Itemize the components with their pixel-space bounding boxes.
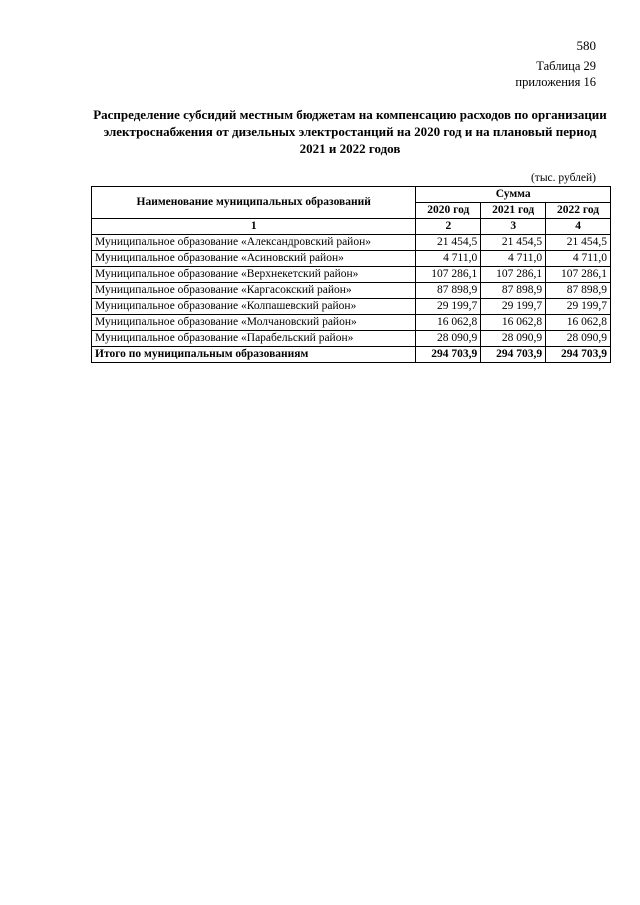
header-year-2020: 2020 год — [416, 203, 481, 219]
table-row — [92, 235, 611, 251]
table-row — [92, 331, 611, 347]
municipality-name: Муниципальное образование «Каргасокский район» — [92, 283, 416, 299]
header-year-2021: 2021 год — [481, 203, 546, 219]
index-cell: 1 — [92, 219, 416, 235]
table-row — [92, 315, 611, 331]
value-2022: 21 454,5 — [546, 235, 611, 251]
table-row — [92, 283, 611, 299]
value-2020: 107 286,1 — [416, 267, 481, 283]
total-2021: 294 703,9 — [481, 347, 546, 363]
page-number: 580 — [576, 38, 596, 53]
value-2020: 4 711,0 — [416, 251, 481, 267]
header-name: Наименование муниципальных образований — [92, 187, 416, 219]
table-row — [92, 251, 611, 267]
appendix-number: приложения 16 — [515, 75, 596, 89]
municipality-name: Муниципальное образование «Колпашевский район» — [92, 299, 416, 315]
value-2022: 29 199,7 — [546, 299, 611, 315]
value-2021: 4 711,0 — [481, 251, 546, 267]
value-2022: 87 898,9 — [546, 283, 611, 299]
municipality-name: Муниципальное образование «Александровский район» — [92, 235, 416, 251]
value-2020: 16 062,8 — [416, 315, 481, 331]
municipality-name: Муниципальное образование «Асиновский район» — [92, 251, 416, 267]
total-2022: 294 703,9 — [546, 347, 611, 363]
value-2020: 21 454,5 — [416, 235, 481, 251]
index-cell: 2 — [416, 219, 481, 235]
value-2021: 16 062,8 — [481, 315, 546, 331]
units-label: (тыс. рублей) — [530, 172, 596, 184]
header-year-2022: 2022 год — [546, 203, 611, 219]
municipality-name: Муниципальное образование «Парабельский район» — [92, 331, 416, 347]
municipality-name: Муниципальное образование «Молчановский район» — [92, 315, 416, 331]
header-sum: Сумма — [416, 187, 611, 203]
total-2020: 294 703,9 — [416, 347, 481, 363]
total-label: Итого по муниципальным образованиям — [92, 347, 416, 363]
table-reference — [515, 58, 596, 90]
value-2022: 107 286,1 — [546, 267, 611, 283]
value-2022: 16 062,8 — [546, 315, 611, 331]
table-row — [92, 267, 611, 283]
value-2021: 21 454,5 — [481, 235, 546, 251]
value-2020: 29 199,7 — [416, 299, 481, 315]
total-row — [92, 347, 611, 363]
table-number: Таблица 29 — [536, 59, 596, 73]
value-2020: 87 898,9 — [416, 283, 481, 299]
document-title: Распределение субсидий местным бюджетам на компенсацию расходов по организации электроснабжения от дизельных электростанций на 2020 год и на плановый период 2021 и 2022 годов — [93, 107, 607, 156]
header-row — [92, 187, 611, 203]
municipality-name: Муниципальное образование «Верхнекетский район» — [92, 267, 416, 283]
index-row — [92, 219, 611, 235]
value-2021: 87 898,9 — [481, 283, 546, 299]
value-2022: 28 090,9 — [546, 331, 611, 347]
subsidy-table — [91, 186, 611, 363]
index-cell: 4 — [546, 219, 611, 235]
value-2022: 4 711,0 — [546, 251, 611, 267]
value-2021: 29 199,7 — [481, 299, 546, 315]
value-2021: 107 286,1 — [481, 267, 546, 283]
index-cell: 3 — [481, 219, 546, 235]
value-2020: 28 090,9 — [416, 331, 481, 347]
value-2021: 28 090,9 — [481, 331, 546, 347]
table-row — [92, 299, 611, 315]
